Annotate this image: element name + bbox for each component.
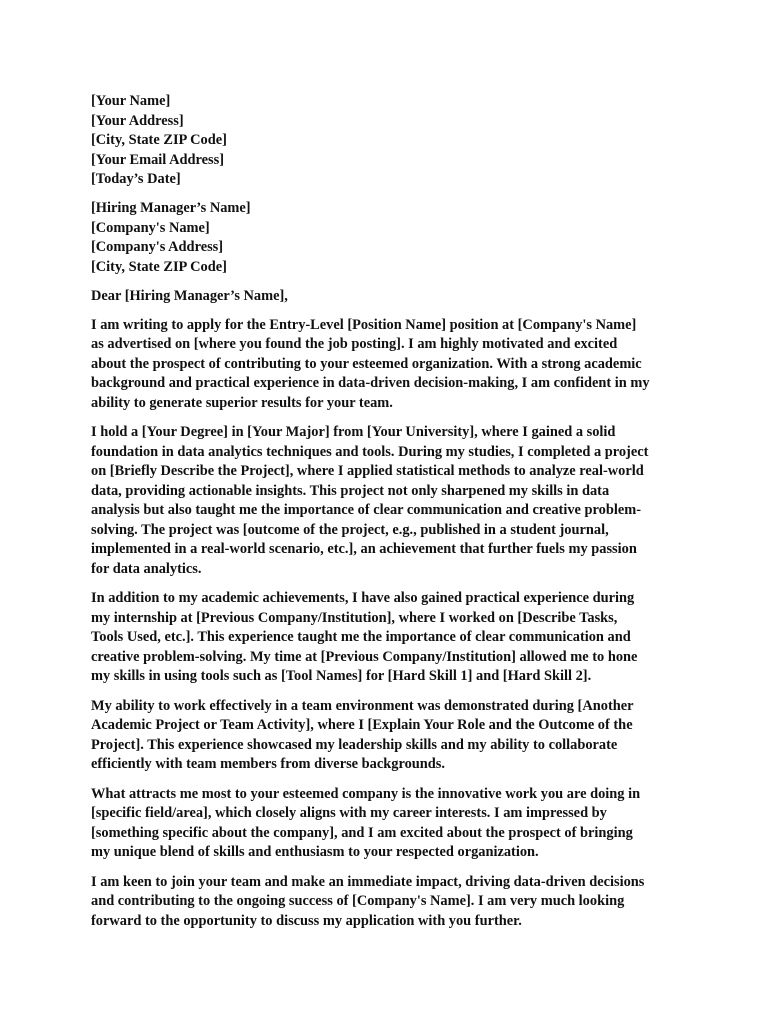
paragraph-line: as advertised on [where you found the job posting]. I am highly motivated and excited: [91, 336, 618, 352]
paragraph-line: [something specific about the company], and I am excited about the prospect of bringing: [91, 824, 633, 841]
paragraph-line: for data analytics.: [91, 560, 202, 577]
salutation: [91, 287, 691, 307]
paragraph-line: In addition to my academic achievements, I have also gained practical experience during: [91, 590, 635, 606]
salutation-text: Dear [Hiring Manager’s Name],: [91, 287, 288, 304]
paragraph-education: [91, 423, 691, 579]
paragraph-line: data, providing actionable insights. This project not only sharpened my skills in data: [91, 482, 610, 499]
paragraph-line: my internship at [Previous Company/Institution], where I worked on [Describe Tasks,: [91, 609, 618, 626]
paragraph-line: Project]. This experience showcased my leadership skills and my ability to collaborate: [91, 736, 618, 753]
sender-email: [Your Email Address]: [91, 151, 224, 168]
paragraph-line: I hold a [Your Degree] in [Your Major] from [Your University], where I gained a solid: [91, 424, 616, 440]
cover-letter: [91, 92, 691, 941]
paragraph-line: my unique blend of skills and enthusiasm to your respected organization.: [91, 844, 539, 860]
paragraph-line: ability to generate superior results for your team.: [91, 394, 393, 411]
paragraph-line: What attracts me most to your esteemed company is the innovative work you are doing in: [91, 785, 641, 802]
recipient-address: [Company's Address]: [91, 239, 224, 255]
paragraph-closing: [91, 873, 691, 932]
paragraph-internship: [91, 589, 691, 687]
paragraph-line: foundation in data analytics techniques and tools. During my studies, I completed a project: [91, 443, 649, 460]
recipient-address-block: [91, 199, 691, 277]
sender-address-block: [91, 92, 691, 190]
recipient-company: [Company's Name]: [91, 219, 210, 236]
paragraph-line: background and practical experience in data-driven decision-making, I am confident in my: [91, 375, 650, 391]
paragraph-line: My ability to work effectively in a team environment was demonstrated during [Another: [91, 697, 634, 714]
paragraph-line: implemented in a real-world scenario, etc.], an achievement that further fuels my passion: [91, 541, 637, 557]
paragraph-line: analysis but also taught me the importance of clear communication and creative problem-: [91, 502, 642, 518]
recipient-city-state-zip: [City, State ZIP Code]: [91, 258, 227, 275]
sender-name: [Your Name]: [91, 93, 171, 109]
recipient-name: [Hiring Manager’s Name]: [91, 200, 251, 216]
paragraph-line: creative problem-solving. My time at [Previous Company/Institution] allowed me to hone: [91, 648, 638, 665]
paragraph-line: solving. The project was [outcome of the project, e.g., published in a student journal,: [91, 521, 609, 538]
paragraph-line: my skills in using tools such as [Tool Names] for [Hard Skill 1] and [Hard Skill 2].: [91, 668, 592, 684]
paragraph-teamwork: [91, 697, 691, 775]
letter-date: [Today’s Date]: [91, 171, 181, 187]
paragraph-line: and contributing to the ongoing success of [Company's Name]. I am very much looking: [91, 893, 625, 909]
paragraph-line: Academic Project or Team Activity], where I [Explain Your Role and the Outcome of the: [91, 717, 633, 733]
paragraph-line: on [Briefly Describe the Project], where I applied statistical methods to analyze real-world: [91, 463, 644, 479]
paragraph-line: forward to the opportunity to discuss my application with you further.: [91, 912, 522, 929]
paragraph-line: efficiently with team members from diverse backgrounds.: [91, 756, 445, 772]
paragraph-line: about the prospect of contributing to your esteemed organization. With a strong academic: [91, 355, 642, 372]
paragraph-line: [specific field/area], which closely aligns with my career interests. I am impressed by: [91, 805, 607, 821]
paragraph-introduction: [91, 316, 691, 414]
paragraph-line: I am keen to join your team and make an immediate impact, driving data-driven decisions: [91, 873, 645, 890]
paragraph-line: I am writing to apply for the Entry-Level [Position Name] position at [Company's Name]: [91, 316, 637, 333]
sender-address: [Your Address]: [91, 112, 184, 129]
sender-city-state-zip: [City, State ZIP Code]: [91, 132, 227, 148]
paragraph-line: Tools Used, etc.]. This experience taught me the importance of clear communication and: [91, 629, 631, 645]
paragraph-company-interest: [91, 785, 691, 863]
